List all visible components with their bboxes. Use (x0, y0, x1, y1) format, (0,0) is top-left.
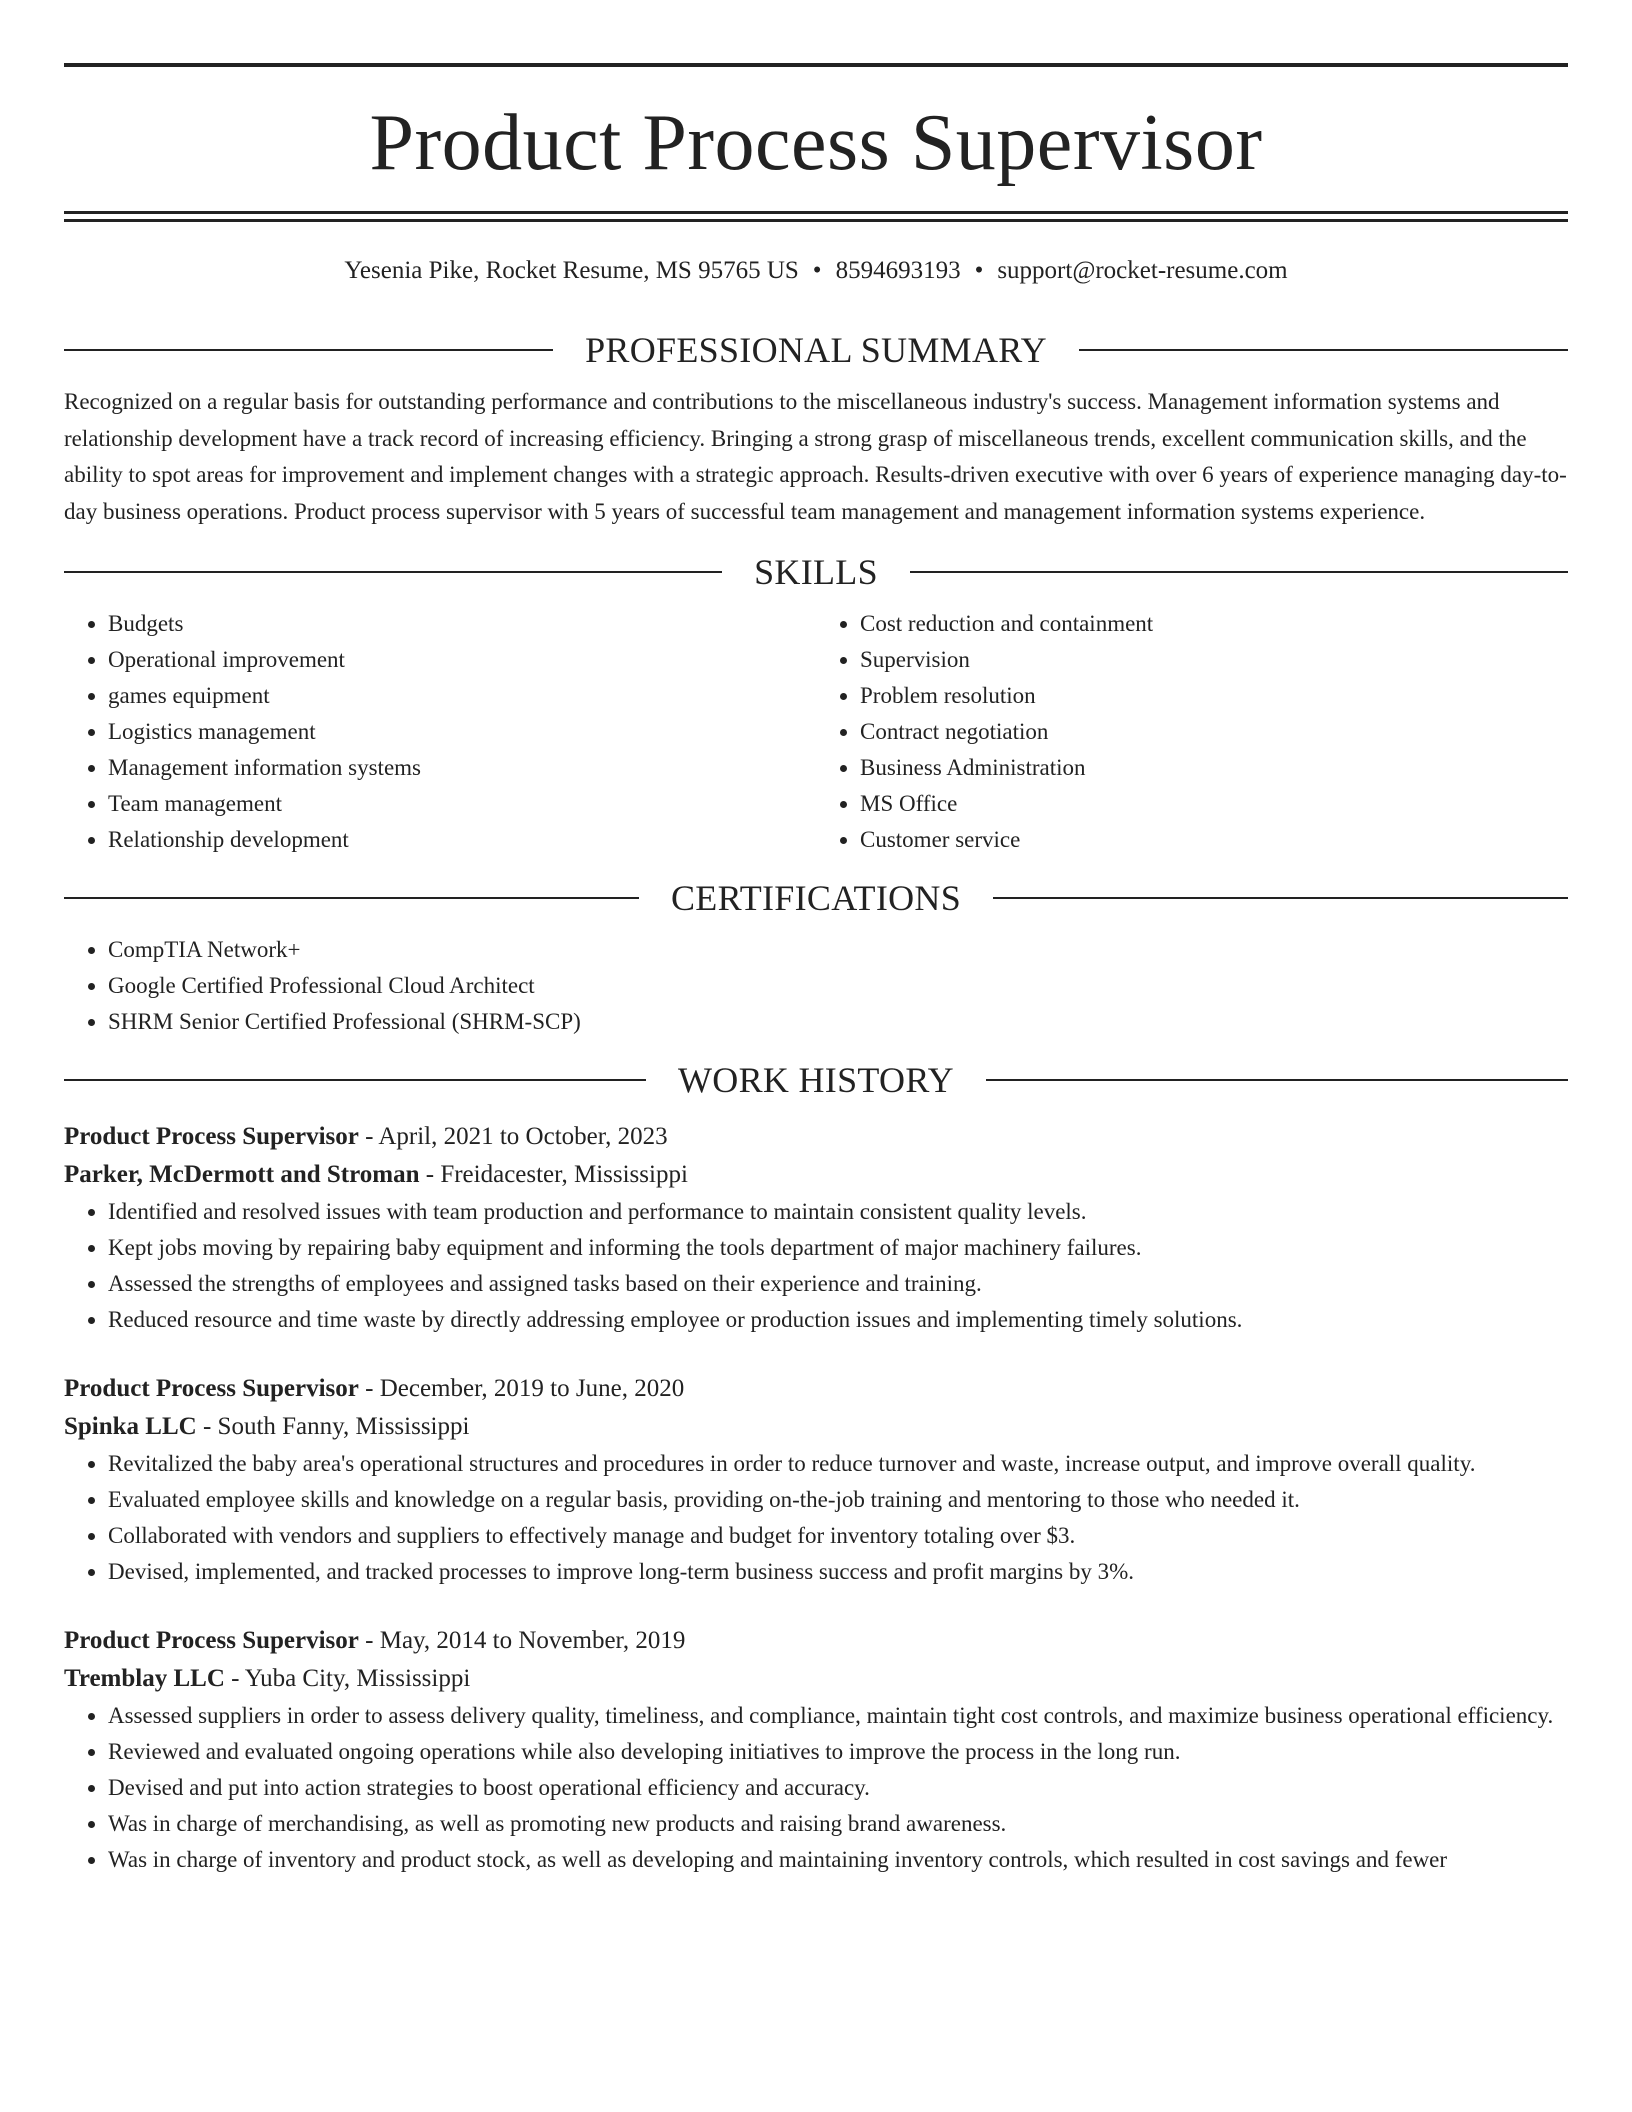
job-bullet: • Assessed suppliers in order to assess delivery quality, timeliness, and compliance, maintain tight cost controls, and maximize business operational efficiency. (108, 1698, 1568, 1734)
job-company: Parker, McDermott and Stroman (64, 1161, 420, 1188)
job-entry (64, 1622, 1568, 1878)
skill-item: • Supervision (860, 642, 1568, 678)
certification-item: • CompTIA Network+ (108, 932, 1568, 968)
job-entry (64, 1118, 1568, 1338)
job-bullet: • Devised and put into action strategies to boost operational efficiency and accuracy. (108, 1770, 1568, 1806)
skill-item: • Business Administration (860, 750, 1568, 786)
summary-text: Recognized on a regular basis for outstanding performance and contributions to the miscellaneous industry's success. Management information systems and relationship development have a track record of increasing efficiency. Bringing a strong grasp of miscellaneous trends, excellent communication skills, and the ability to spot areas for improvement and implement changes with a strategic approach. Results-driven executive with over 6 years of experience managing day-to-day business operations. Product process supervisor with 5 years of successful team management and management information systems experience. (64, 389, 1567, 524)
job-bullet: • Evaluated employee skills and knowledge on a regular basis, providing on-the-job training and mentoring to those who needed it. (108, 1482, 1568, 1518)
certification-item: • Google Certified Professional Cloud Architect (108, 968, 1568, 1004)
job-bullet: • Revitalized the baby area's operational structures and procedures in order to reduce turnover and waste, increase output, and improve overall quality. (108, 1446, 1568, 1482)
heading-rule (986, 1079, 1568, 1081)
heading-rule (1079, 349, 1568, 351)
skill-item: • Customer service (860, 822, 1568, 858)
contact-separator: • (812, 257, 822, 284)
job-entry (64, 1370, 1568, 1590)
certification-item: • SHRM Senior Certified Professional (SHRM-SCP) (108, 1004, 1568, 1040)
heading-rule (64, 571, 722, 573)
skill-item: • Logistics management (108, 714, 816, 750)
skill-item: • Problem resolution (860, 678, 1568, 714)
job-title-line (64, 1622, 1568, 1660)
resume-page (64, 0, 1568, 1878)
job-company-line (64, 1156, 1568, 1194)
job-bullet: • Was in charge of merchandising, as well as promoting new products and raising brand awareness. (108, 1806, 1568, 1842)
heading-rule (993, 897, 1568, 899)
job-bullet: • Collaborated with vendors and suppliers to effectively manage and budget for inventory totaling over $3. (108, 1518, 1568, 1554)
job-title: Product Process Supervisor (64, 1627, 359, 1654)
section-heading-label: WORK HISTORY (678, 1060, 954, 1100)
section-heading-certifications (64, 876, 1568, 920)
section-heading-summary (64, 328, 1568, 372)
job-bullets (64, 1446, 1568, 1590)
skill-item: • Contract negotiation (860, 714, 1568, 750)
skill-item: • Team management (108, 786, 816, 822)
section-heading-label: CERTIFICATIONS (670, 878, 962, 918)
job-bullet: • Reviewed and evaluated ongoing operations while also developing initiatives to improve the process in the long run. (108, 1734, 1568, 1770)
certifications-list (64, 932, 1568, 1040)
skills-list-right (816, 606, 1568, 858)
skill-item: • Management information systems (108, 750, 816, 786)
skill-item: • Cost reduction and containment (860, 606, 1568, 642)
heading-rule (910, 571, 1568, 573)
skill-item: • Operational improvement (108, 642, 816, 678)
job-dates: - December, 2019 to June, 2020 (358, 1375, 685, 1402)
job-company-line (64, 1408, 1568, 1446)
skill-item: • games equipment (108, 678, 816, 714)
heading-rule (64, 1079, 646, 1081)
job-location: - Freidacester, Mississippi (419, 1161, 688, 1188)
job-dates: - May, 2014 to November, 2019 (358, 1627, 686, 1654)
job-bullet: • Reduced resource and time waste by directly addressing employee or production issues and implementing timely solutions. (108, 1302, 1568, 1338)
job-title-line (64, 1118, 1568, 1156)
job-company-line (64, 1660, 1568, 1698)
job-bullet: • Identified and resolved issues with team production and performance to maintain consistent quality levels. (108, 1194, 1568, 1230)
top-rule (64, 63, 1568, 67)
section-heading-skills (64, 550, 1568, 594)
job-dates: - April, 2021 to October, 2023 (358, 1123, 668, 1150)
skill-item: • MS Office (860, 786, 1568, 822)
job-company: Tremblay LLC (64, 1665, 225, 1692)
resume-title: Product Process Supervisor (369, 99, 1263, 187)
skill-item: • Relationship development (108, 822, 816, 858)
section-heading-label: SKILLS (754, 552, 878, 592)
heading-rule (64, 349, 553, 351)
job-title: Product Process Supervisor (64, 1375, 359, 1402)
job-bullet: • Was in charge of inventory and product stock, as well as developing and maintaining inventory controls, which resulted in cost savings and fewer (108, 1842, 1568, 1878)
contact-phone: 8594693193 (835, 257, 961, 284)
job-bullet: • Devised, implemented, and tracked processes to improve long-term business success and profit margins by 3%. (108, 1554, 1568, 1590)
job-company: Spinka LLC (64, 1413, 197, 1440)
skills-list-left (64, 606, 816, 858)
contact-email: support@rocket-resume.com (997, 257, 1288, 284)
contact-separator: • (974, 257, 984, 284)
job-bullets (64, 1194, 1568, 1338)
job-location: - Yuba City, Mississippi (224, 1665, 471, 1692)
job-title: Product Process Supervisor (64, 1123, 359, 1150)
job-location: - South Fanny, Mississippi (196, 1413, 470, 1440)
job-bullets (64, 1698, 1568, 1878)
contact-line (64, 254, 1568, 288)
section-heading-work-history (64, 1058, 1568, 1102)
skill-item: • Budgets (108, 606, 816, 642)
heading-rule (64, 897, 639, 899)
section-heading-label: PROFESSIONAL SUMMARY (585, 330, 1047, 370)
title-double-rule (64, 211, 1568, 222)
job-bullet: • Kept jobs moving by repairing baby equipment and informing the tools department of major machinery failures. (108, 1230, 1568, 1266)
job-bullet: • Assessed the strengths of employees and assigned tasks based on their experience and training. (108, 1266, 1568, 1302)
job-title-line (64, 1370, 1568, 1408)
skills-columns (64, 606, 1568, 858)
contact-address: Yesenia Pike, Rocket Resume, MS 95765 US (344, 257, 799, 284)
